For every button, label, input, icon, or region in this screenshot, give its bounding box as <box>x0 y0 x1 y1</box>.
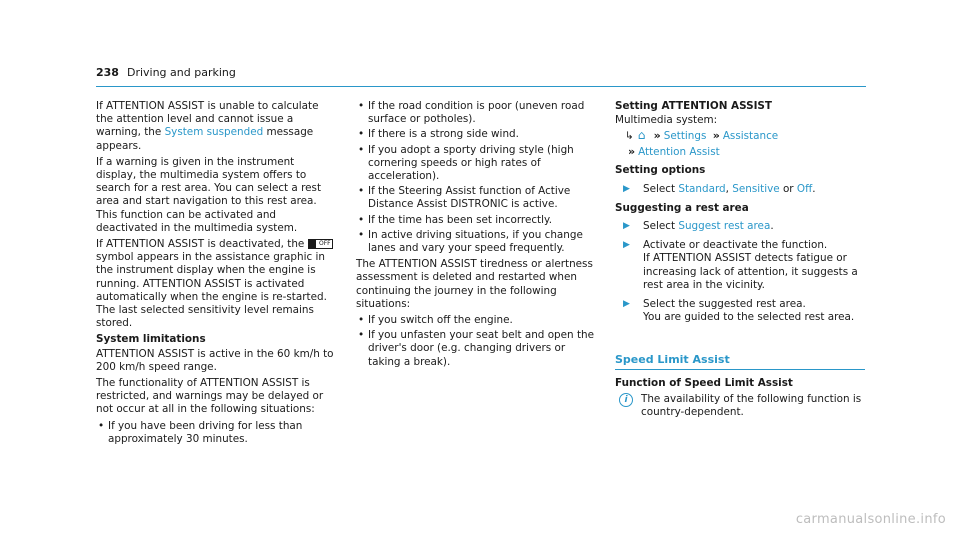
list-item: • If the Steering Assist function of Active Distance Assist DISTRONIC is active. <box>356 185 596 211</box>
list-item: • If you switch off the engine. <box>356 314 596 327</box>
header-divider <box>96 86 866 87</box>
section-divider <box>615 369 865 370</box>
path-separator-icon: » <box>653 129 661 143</box>
info-text: The availability of the following function is country-dependent. <box>641 393 862 419</box>
paragraph-speed-range: ATTENTION ASSIST is active in the 60 km/h to 200 km/h speed range. <box>96 347 334 373</box>
list-item: • If you have been driving for less than approximately 30 minutes. <box>96 420 336 446</box>
limitations-list-continued <box>356 100 596 255</box>
paragraph-rest-area: If a warning is given in the instrument display, the multimedia system offers to search for a rest area. You can select a rest area and start navigation to this rest area. This function can be activated and deactivated in the multimedia system. <box>96 155 322 234</box>
system-suspended-message: System suspended <box>164 126 264 139</box>
column-middle <box>356 100 596 372</box>
chapter-title: Driving and parking <box>126 66 236 79</box>
reset-situations-list <box>356 314 596 369</box>
list-item: • If you unfasten your seat belt and open the driver's door (e.g. changing drivers or taking a break). <box>356 329 596 369</box>
column-right <box>615 100 870 330</box>
list-item: • In active driving situations, if you change lanes and vary your speed frequently. <box>356 229 596 255</box>
limitations-list <box>96 420 336 446</box>
list-item: • If there is a strong side wind. <box>356 128 596 141</box>
function-heading: Function of Speed Limit Assist <box>615 377 793 389</box>
column-left <box>96 100 336 449</box>
path-settings-link[interactable]: Settings <box>663 130 707 143</box>
step-select-suggest: ▶ Select Suggest rest area. <box>615 220 870 233</box>
step-arrow-icon: ▶ <box>623 221 630 232</box>
paragraph-restricted: The functionality of ATTENTION ASSIST is restricted, and warnings may be delayed or not occur at all in the following situations: <box>96 377 324 416</box>
list-item: • If the time has been set incorrectly. <box>356 214 596 227</box>
paragraph-suspended: If ATTENTION ASSIST is unable to calculate the attention level and cannot issue a warning, the System suspended message appears. <box>96 100 319 152</box>
path-assistance-link[interactable]: Assistance <box>722 130 779 143</box>
option-sensitive[interactable]: Sensitive <box>732 182 780 195</box>
list-item: • If the road condition is poor (uneven road surface or potholes). <box>356 100 596 126</box>
step-activate-function: ▶ Activate or deactivate the function. If ATTENTION ASSIST detects fatigue or increasing lack of attention, it suggests a rest area in the vicinity. <box>615 239 870 292</box>
info-icon: i <box>619 393 633 407</box>
attention-assist-off-icon: OFF <box>308 239 333 249</box>
speed-limit-assist-body <box>615 377 870 420</box>
step-select-sensitivity: ▶ Select Standard, Sensitive or Off. <box>615 183 870 196</box>
watermark: carmanualsonline.info <box>795 512 946 527</box>
suggesting-rest-area-heading: Suggesting a rest area <box>615 201 749 214</box>
option-off[interactable]: Off <box>796 182 813 195</box>
path-separator-icon: » <box>712 129 720 143</box>
page-number: 238 <box>96 66 119 79</box>
path-start-icon: ↳ <box>625 130 634 143</box>
option-standard[interactable]: Standard <box>678 182 726 195</box>
paragraph-assessment-reset: The ATTENTION ASSIST tiredness or alertness assessment is deleted and restarted when continuing the journey in the following situations: <box>356 258 593 310</box>
home-icon[interactable]: ⌂ <box>637 128 646 143</box>
step-select-suggested: ▶ Select the suggested rest area. You are guided to the selected rest area. <box>615 298 870 324</box>
page-header <box>96 66 236 79</box>
list-item: • If you adopt a sporty driving style (high cornering speeds or high rates of acceleration). <box>356 144 596 184</box>
step-arrow-icon: ▶ <box>623 183 630 194</box>
step-arrow-icon: ▶ <box>623 240 630 251</box>
setting-heading: Setting ATTENTION ASSIST <box>615 100 773 112</box>
info-note <box>615 393 870 419</box>
system-limitations-heading: System limitations <box>96 333 206 346</box>
paragraph-deactivated: If ATTENTION ASSIST is deactivated, the OFF symbol appears in the assistance graphic in the instrument display when the engine is running. ATTENTION ASSIST is activated automatically when the engine is re-started. The last selected sensitivity level remains stored. <box>96 238 331 330</box>
setting-options-heading: Setting options <box>615 164 706 177</box>
suggest-rest-area-option[interactable]: Suggest rest area <box>678 220 771 233</box>
path-attention-assist-link[interactable]: Attention Assist <box>638 146 720 159</box>
path-separator-icon: » <box>628 145 636 159</box>
speed-limit-assist-heading: Speed Limit Assist <box>615 353 730 366</box>
menu-path <box>615 128 870 160</box>
step-arrow-icon: ▶ <box>623 299 630 310</box>
multimedia-label: Multimedia system: <box>615 114 718 127</box>
